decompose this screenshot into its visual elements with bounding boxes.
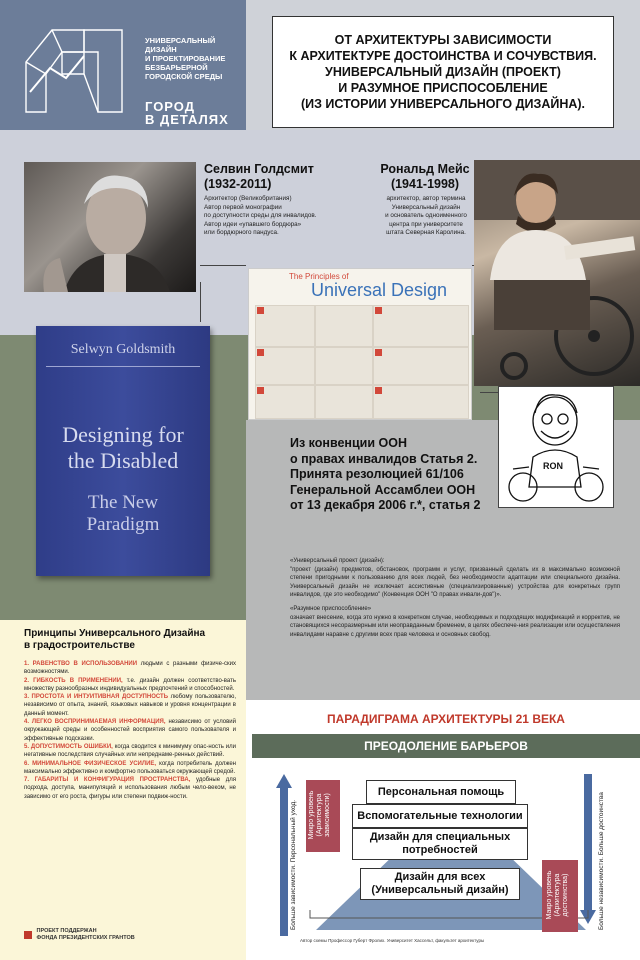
title-line: УНИВЕРСАЛЬНЫЙ ДИЗАЙН (ПРОЕКТ)	[325, 65, 561, 79]
logo-big-line: ГОРОД	[145, 99, 196, 114]
goldsmith-desc-line: Архитектор (Великобритания)	[204, 195, 292, 202]
book-subtitle	[36, 492, 210, 536]
fund-line: ПРОЕКТ ПОДДЕРЖАН	[36, 928, 97, 934]
ud-cell	[255, 347, 315, 385]
ud-poster-line1: The Principles of	[289, 272, 349, 281]
level-line: Дизайн для специальных	[369, 831, 511, 843]
level-line: (Универсальный дизайн)	[371, 884, 509, 896]
principle-text: когда потребитель должен максимально эффективно и комфортно пользоваться окружающей средой.	[24, 760, 236, 775]
logo-line: И ПРОЕКТИРОВАНИЕ	[145, 54, 226, 63]
title-line: И РАЗУМНОЕ ПРИСПОСОБЛЕНИЕ	[338, 81, 548, 95]
principles-title-line: Принципы Универсального Дизайна	[24, 628, 206, 639]
un-paragraph: «Разумное приспособление»	[290, 605, 372, 612]
un-convention-heading	[290, 436, 490, 514]
ud-cell	[315, 305, 373, 347]
right-axis-label: Больше независимости. Больше достоинства	[598, 792, 605, 930]
micro-level-badge	[306, 780, 340, 852]
goldsmith-desc-line: Автор первой монографии	[204, 203, 282, 211]
un-title-line: от 13 декабря 2006 г.*, статья 2	[290, 498, 481, 512]
meis-heading	[370, 162, 480, 192]
connector-line	[472, 265, 474, 266]
logo-big-line: В ДЕТАЛЯХ	[145, 112, 229, 127]
book-title	[36, 422, 210, 474]
book-subtitle-line: Paradigm	[86, 514, 160, 535]
ud-cell	[315, 385, 373, 419]
principle-text: любому пользователю, независимо от опыта, знаний, языковых навыков и уровня концентрации в данный момент.	[24, 694, 237, 717]
ud-number-mark	[257, 307, 264, 314]
meis-description	[362, 195, 490, 238]
goldsmith-desc-line: Автор идеи «упавшего бордюра»	[204, 220, 302, 228]
logo-title	[145, 100, 229, 126]
book-author: Selwyn Goldsmith	[70, 342, 176, 357]
principle-text: когда сводится к минимуму опас-ность или негативные последствия случайных или непреднаме-ренных действий.	[24, 743, 236, 759]
ud-cell	[255, 305, 315, 347]
ud-poster-line2: Universal Design	[311, 280, 448, 300]
connector-line	[200, 282, 201, 322]
meis-name: Рональд Мейс	[380, 162, 470, 176]
universal-design-poster	[248, 268, 472, 420]
title-line: (ИЗ ИСТОРИИ УНИВЕРСАЛЬНОГО ДИЗАЙНА).	[300, 97, 586, 111]
list-item	[24, 743, 236, 760]
paradigm-level-1	[366, 780, 516, 804]
principles-heading	[24, 628, 234, 652]
diagram-credit: Автор схемы Профессор Губерт Фролих. Университет Хассельт, факультет архитектуры	[300, 938, 485, 943]
macro-line: Макро уровень	[546, 870, 553, 920]
goldsmith-description	[204, 195, 334, 238]
fund-flag-icon	[24, 931, 32, 939]
list-item	[24, 660, 236, 677]
principle-head: 5. ДОПУСТИМОСТЬ ОШИБКИ,	[24, 743, 113, 750]
goldsmith-heading	[204, 162, 334, 192]
un-title-line: о правах инвалидов Статья 2.	[290, 451, 478, 466]
un-convention-text	[290, 557, 620, 644]
list-item	[24, 718, 236, 743]
poster-title	[272, 16, 614, 128]
list-item	[24, 760, 236, 777]
principle-head: 2. ГИБКОСТЬ В ПРИМЕНЕНИИ,	[24, 677, 123, 684]
meis-years: (1941-1998)	[390, 177, 460, 191]
level-line: Вспомогательные технологии	[357, 809, 523, 822]
macro-line: (Архитектура	[554, 873, 561, 917]
level-line: потребностей	[402, 844, 478, 856]
list-item	[24, 776, 236, 801]
svg-text:RON: RON	[543, 461, 563, 471]
meis-desc-line: штата Северная Каролина.	[386, 229, 466, 236]
paradigm-level-2	[352, 804, 528, 828]
cartoon-illustration	[498, 386, 614, 508]
macro-level-badge	[542, 860, 578, 932]
principle-text: независимо от условий окружающей среды и особенностей восприятия самого пользователя и эффективные подсказки.	[24, 719, 236, 742]
principle-head: 3. ПРОСТОТА И ИНТУИТИВНАЯ ДОСТУПНОСТЬ	[24, 694, 169, 701]
un-title-line: Принята резолюцией 61/106	[290, 467, 464, 481]
logo-line: УНИВЕРСАЛЬНЫЙ	[145, 36, 216, 45]
book-title-line: Designing for	[62, 422, 184, 447]
goldsmith-desc-line: или бордюрного пандуса.	[204, 229, 279, 236]
goldsmith-photo	[24, 162, 196, 292]
meis-desc-line: центра при университете	[389, 220, 463, 228]
goldsmith-name: Селвин Голдсмит	[204, 162, 314, 176]
meis-desc-line: Универсальный дизайн	[391, 203, 461, 211]
title-line: К АРХИТЕКТУРЕ ДОСТОИНСТВА И СОЧУВСТВИЯ.	[289, 49, 597, 63]
principle-text: т.е. дизайн должен соответство-вать множеству разнообразных индивидуальных предпочтений и способностей.	[24, 677, 236, 692]
ud-number-mark	[375, 387, 382, 394]
ud-cell	[373, 305, 469, 347]
goldsmith-years: (1932-2011)	[204, 177, 272, 191]
micro-line: зависимости)	[324, 793, 331, 837]
paradigm-banner	[252, 734, 640, 758]
left-axis-label: Больше зависимости. Персональный уход.	[290, 799, 297, 930]
macro-line: достоинства)	[562, 873, 569, 917]
list-item	[24, 693, 236, 718]
paradigm-level-4	[360, 868, 520, 900]
connector-line	[200, 265, 246, 266]
ud-number-mark	[257, 349, 264, 356]
principle-head: 6. МИНИМАЛЬНОЕ ФИЗИЧЕСКОЕ УСИЛИЕ,	[24, 760, 157, 767]
project-logo-icon	[22, 22, 126, 118]
principle-head: 7. ГАБАРИТЫ И КОНФИГУРАЦИЯ ПРОСТРАНСТВА,	[24, 777, 191, 784]
meis-desc-line: и основатель одноименного	[385, 212, 467, 219]
ud-cell	[255, 385, 315, 419]
logo-line: ГОРОДСКОЙ СРЕДЫ	[145, 72, 223, 81]
book-title-line: the Disabled	[67, 448, 179, 473]
paradigm-diagram	[276, 760, 616, 936]
book-subtitle-line: The New	[87, 492, 159, 513]
micro-line: (Архитектура	[316, 793, 323, 837]
ud-cell	[315, 347, 373, 385]
un-title-line: Генеральной Ассамблеи ООН	[290, 482, 476, 497]
logo-caption	[145, 36, 245, 81]
un-paragraph: означает внесение, когда это нужно в конкретном случае, необходимых и подходящих модификаций и корректив, не становящихся несоразмерным или неоправданным бременем, в целях обеспече-ния реализации или осуществления инвалидами наравне с другими всех прав человека и основных свобод.	[290, 614, 620, 638]
level-line: Дизайн для всех	[394, 871, 486, 883]
micro-line: Микро уровень	[308, 790, 315, 840]
fund-line: ФОНДА ПРЕЗИДЕНТСКИХ ГРАНТОВ	[36, 935, 135, 941]
ud-cell	[373, 347, 469, 385]
book-divider	[46, 366, 200, 367]
principle-head: 4. ЛЕГКО ВОСПРИНИМАЕМАЯ ИНФОРМАЦИЯ,	[24, 719, 166, 726]
ud-number-mark	[257, 387, 264, 394]
ud-cell	[373, 385, 469, 419]
principle-text: людьми с разными физиче-ских возможностями.	[24, 661, 236, 676]
list-item	[24, 677, 236, 694]
un-paragraph: "проект (дизайн) предметов, обстановок, программ и услуг, призванный сделать их в максимально возможной степени пригодными к пользованию для всех людей, без необходимости адаптации или специального дизайна. Универсальный дизайн не исключает ассистивные (специализированные) устройства для конкретных групп инвалидов, где это необходимо" (Конвенция ООН "О правах инвали-дов")».	[290, 566, 620, 599]
un-title-line: Из конвенции ООН	[290, 436, 407, 450]
ud-number-mark	[375, 349, 382, 356]
grant-fund-logo	[24, 928, 144, 942]
logo-line: БЕЗБАРЬЕРНОЙ	[145, 63, 208, 72]
ud-number-mark	[375, 307, 382, 314]
un-paragraph: «Универсальный проект (дизайн):	[290, 558, 385, 564]
principles-title-line: в градостроительстве	[24, 640, 135, 651]
connector-line	[480, 392, 498, 393]
title-line: ОТ АРХИТЕКТУРЫ ЗАВИСИМОСТИ	[334, 33, 552, 47]
principle-head: 1. РАВЕНСТВО В ИСПОЛЬЗОВАНИИ	[24, 661, 138, 667]
paradigm-title: ПАРАДИГРАМА АРХИТЕКТУРЫ 21 ВЕКА	[327, 712, 565, 726]
paradigm-level-3	[352, 828, 528, 860]
logo-line: ДИЗАЙН	[145, 45, 177, 54]
paradigm-banner-text: ПРЕОДОЛЕНИЕ БАРЬЕРОВ	[364, 739, 528, 753]
meis-desc-line: архитектор, автор термина	[386, 195, 466, 202]
principle-text: удобные для подхода, доступа, манипуляций и использования любым чело-веком, не зависимо от его роста, фигуры или степени подвиж-ности.	[24, 777, 236, 800]
level-line: Персональная помощь	[377, 785, 505, 798]
goldsmith-desc-line: по доступности среды для инвалидов.	[204, 212, 317, 219]
principles-list	[24, 660, 236, 801]
meis-photo	[474, 160, 640, 386]
